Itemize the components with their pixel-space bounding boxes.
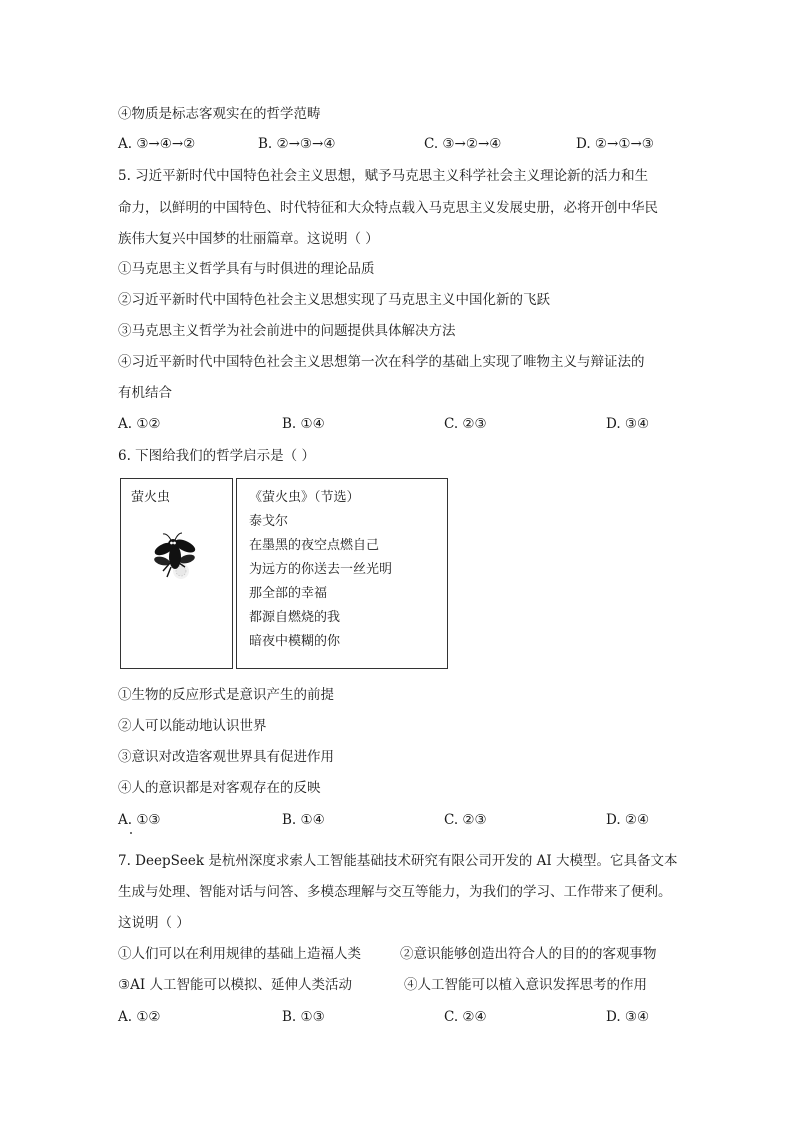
poem-line-4: 都源自燃烧的我 <box>249 610 341 625</box>
q7-item-3: ③AI 人工智能可以模拟、延伸人类活动 <box>118 977 352 993</box>
q6-item-2: ②人可以能动地认识世界 <box>118 718 267 734</box>
q5-option-a: A. ①② <box>118 416 161 432</box>
q5-option-b: B. ①④ <box>282 416 325 432</box>
q5-stem-line-2: 命力，以鲜明的中国特色、时代特征和大众特点载入马克思主义发展史册，必将开创中华民 <box>118 200 658 216</box>
q7-item-1: ①人们可以在利用规律的基础上造福人类 <box>118 946 361 962</box>
stray-dot <box>130 832 132 834</box>
q5-item-3: ③马克思主义哲学为社会前进中的问题提供具体解决方法 <box>118 323 456 339</box>
q7-option-a: A. ①② <box>118 1009 161 1025</box>
poem-line-2: 为远方的你送去一丝光明 <box>249 562 393 577</box>
q5-stem-line-3: 族伟大复兴中国梦的壮丽篇章。这说明（ ） <box>118 231 379 247</box>
q7-option-c: C. ②④ <box>444 1009 487 1025</box>
q5-option-d: D. ③④ <box>606 416 650 432</box>
q5-stem-line-1: 5. 习近平新时代中国特色社会主义思想，赋予马克思主义科学社会主义理论新的活力和生 <box>118 168 649 184</box>
q7-stem-line-3: 这说明（ ） <box>118 915 190 931</box>
q4-option-c: C. ③→②→④ <box>424 136 502 152</box>
poem-line-3: 那全部的幸福 <box>249 586 328 601</box>
q7-option-b: B. ①③ <box>282 1009 325 1025</box>
q6-option-d: D. ②④ <box>606 812 650 828</box>
q5-item-1: ①马克思主义哲学具有与时俱进的理论品质 <box>118 261 375 277</box>
poem-author: 泰戈尔 <box>249 514 289 529</box>
poem-line-5: 暗夜中模糊的你 <box>249 634 341 649</box>
q6-option-b: B. ①④ <box>282 812 325 828</box>
q4-option-b: B. ②→③→④ <box>258 136 336 152</box>
q7-stem-line-2: 生成与处理、智能对话与问答、多模态理解与交互等能力，为我们的学习、工作带来了便利。 <box>118 884 672 900</box>
q7-item-4: ④人工智能可以植入意识发挥思考的作用 <box>404 977 647 993</box>
figure-firefly-panel <box>120 478 233 669</box>
q7-item-2: ②意识能够创造出符合人的目的的客观事物 <box>400 946 657 962</box>
figure-firefly-label: 萤火虫 <box>131 490 171 505</box>
q6-item-4: ④人的意识都是对客观存在的反映 <box>118 780 321 796</box>
figure-poem-panel <box>236 478 448 669</box>
q6-item-1: ①生物的反应形式是意识产生的前提 <box>118 687 334 703</box>
poem-title: 《萤火虫》（节选） <box>249 490 360 505</box>
q5-option-c: C. ②③ <box>444 416 487 432</box>
q6-option-c: C. ②③ <box>444 812 487 828</box>
q7-option-d: D. ③④ <box>606 1009 650 1025</box>
q6-stem: 6. 下图给我们的哲学启示是（ ） <box>118 448 315 464</box>
q5-item-2: ②习近平新时代中国特色社会主义思想实现了马克思主义中国化新的飞跃 <box>118 292 550 308</box>
q6-option-a: A. ①③ <box>118 812 161 828</box>
q5-item-4-cont: 有机结合 <box>118 385 172 401</box>
firefly-icon <box>147 531 203 589</box>
q4-item-4: ④物质是标志客观实在的哲学范畴 <box>118 106 321 122</box>
q6-item-3: ③意识对改造客观世界具有促进作用 <box>118 749 334 765</box>
q4-option-d: D. ②→①→③ <box>576 136 654 152</box>
q7-stem-line-1: 7. DeepSeek 是杭州深度求索人工智能基础技术研究有限公司开发的 AI 大模型。它具备文本 <box>118 853 678 869</box>
q4-option-a: A. ③→④→② <box>118 136 196 152</box>
q5-item-4: ④习近平新时代中国特色社会主义思想第一次在科学的基础上实现了唯物主义与辩证法的 <box>118 354 645 370</box>
poem-line-1: 在墨黑的夜空点燃自己 <box>249 538 380 553</box>
